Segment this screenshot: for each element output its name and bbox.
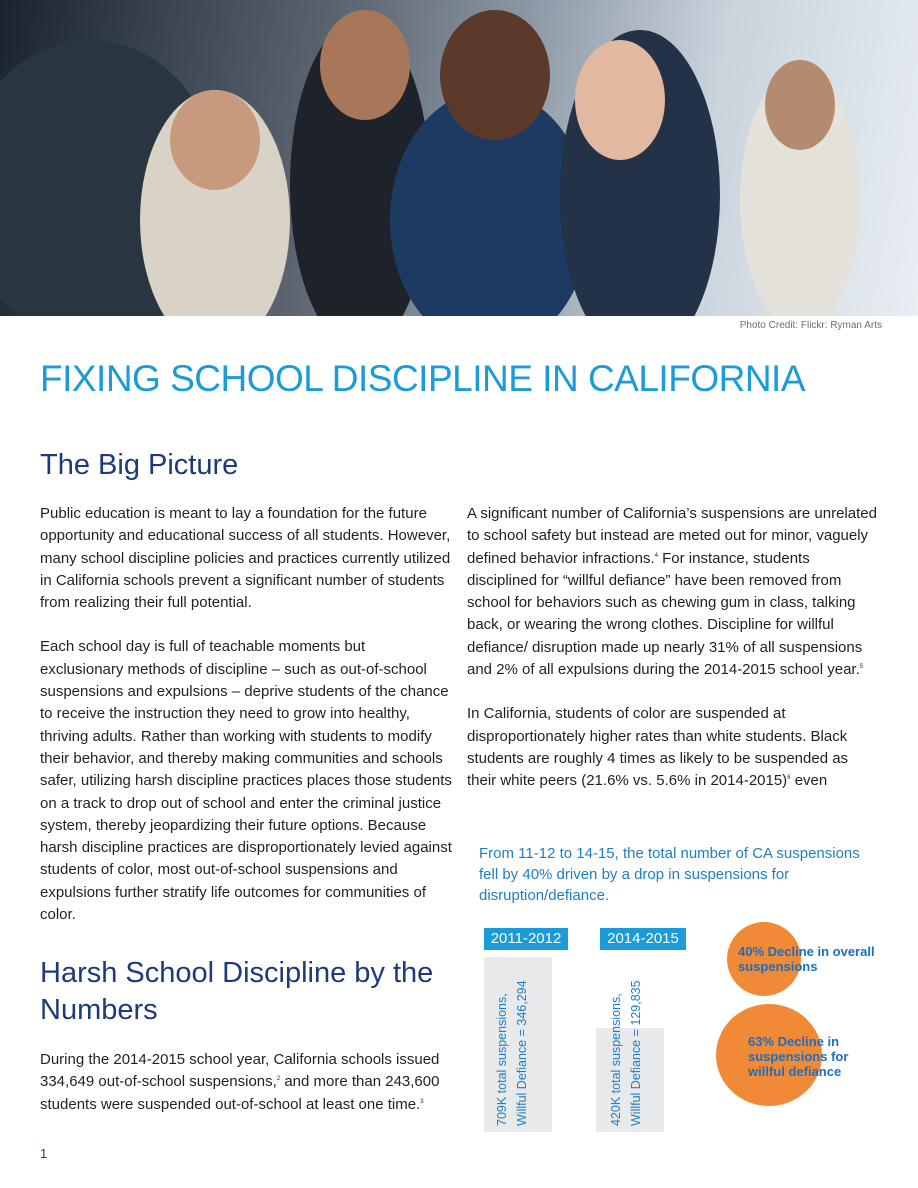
footnote-ref: 5 [859, 664, 864, 671]
decline-label-willful-defiance: 63% Decline in suspensions for willful defiance [748, 1034, 849, 1079]
photo-credit: Photo Credit: Flickr: Ryman Arts [739, 320, 882, 331]
numbers-paragraph [40, 1049, 452, 1138]
paragraph: Each school day is full of teachable moments but exclusionary methods of discipline – such as out-of-school suspensions and expulsions – deprive students of the chance to receive the instruction they need to grow into healthy, thriving adults. Rather than working with students to modify their behavior, and thereby making communities and schools safer, utilizing harsh discipline practices places those students on a track to drop out of school and enter the criminal justice system, thereby jeopardizing their future options. Because harsh discipline practices are disproportionately levied against students of color, most out-of-school suspensions and expulsions further stratify life outcomes for communities of color. [40, 638, 452, 924]
year-label-2011-2012: 2011-2012 [484, 928, 568, 950]
footnote-ref: 3 [420, 1098, 424, 1105]
bar-label-2011-2012: 709K total suspensions, Willful Defiance = 346,294 [495, 980, 529, 1126]
paragraph: A significant number of California’s suspensions are unrelated to school safety but instead are meted out for minor, vaguely defined behavior infractions.$^4$ For instance, students disciplined for “willful defiance” have been removed from school for behaviors such as chewing gum in class, talking back, or wearing the wrong clothes. Discipline for willful defiance/ disruption made up nearly 31% of all suspensions and 2% of all expulsions during the 2014-2015 school year.$^5$ [467, 505, 877, 679]
footnote-ref: 2 [276, 1076, 281, 1083]
year-label-2014-2015: 2014-2015 [600, 928, 686, 950]
page-title: FIXING SCHOOL DISCIPLINE IN CALIFORNIA [40, 358, 805, 399]
decline-label-overall: 40% Decline in overall suspensions [738, 944, 875, 974]
paragraph: In California, students of color are suspended at disproportionately higher rates than white students. Black students are roughly 4 times as likely to be suspended as their white peers (21.6% vs. 5.6% in 2014-2015)$^6$ even [467, 705, 849, 790]
bar-label-2014-2015: 420K total suspensions, Willful Defiance = 129,835 [609, 980, 643, 1126]
right-column [467, 503, 877, 815]
paragraph: During the 2014-2015 school year, California schools issued 334,649 out-of-school suspensions,$^2$ and more than 243,600 students were suspended out-of-school at least one time.$^3$ [40, 1051, 440, 1113]
footnote-ref: 4 [654, 552, 658, 559]
section-heading-numbers: Harsh School Discipline by the Numbers [40, 957, 434, 1026]
section-heading-big-picture: The Big Picture [40, 449, 239, 481]
infographic-callout: From 11-12 to 14-15, the total number of CA suspensions fell by 40% driven by a drop in suspensions for disruption/defiance. [479, 845, 860, 904]
paragraph: Public education is meant to lay a foundation for the future opportunity and educational success of all students. However, many school discipline policies and practices currently utilized in California schools prevent a significant number of students from realizing their full potential. [40, 505, 451, 612]
page-number: 1 [40, 1146, 48, 1161]
footnote-ref: 6 [787, 775, 791, 782]
hero-photo [0, 0, 918, 316]
left-column [40, 503, 452, 948]
